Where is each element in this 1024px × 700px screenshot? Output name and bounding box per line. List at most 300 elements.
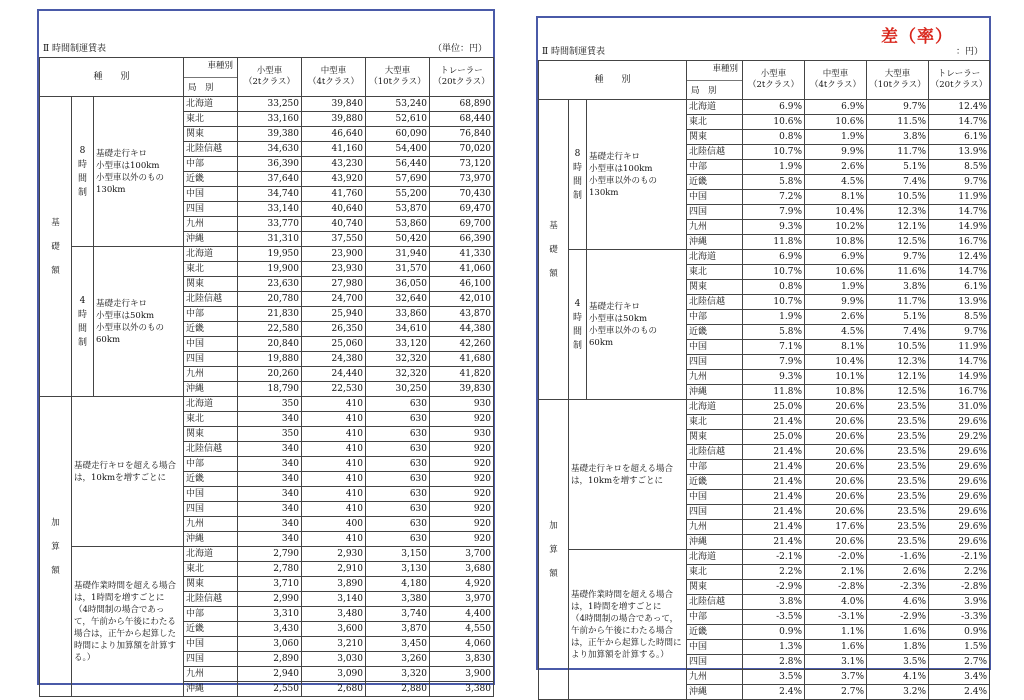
value-cell: 3,130	[366, 562, 430, 577]
value-cell: 6.9%	[743, 250, 805, 265]
value-cell: 2.6%	[805, 160, 867, 175]
region-cell: 関東	[687, 580, 743, 595]
value-cell: 34,610	[366, 322, 430, 337]
value-cell: 20,260	[238, 367, 302, 382]
condition-description: 基礎走行キロ 小型車は50km 小型車以外のもの 60km	[587, 250, 687, 400]
value-cell: 14.7%	[929, 205, 990, 220]
kind-header: 種 別	[539, 61, 687, 100]
value-cell: 70,430	[430, 187, 494, 202]
value-cell: 11.5%	[867, 115, 929, 130]
region-cell: 沖縄	[184, 232, 238, 247]
value-cell: 6.9%	[805, 100, 867, 115]
value-cell: 53,870	[366, 202, 430, 217]
value-cell: 410	[302, 397, 366, 412]
value-cell: 34,630	[238, 142, 302, 157]
condition-description: 基礎走行キロを超える場合は，10kmを増すごとに	[569, 400, 687, 550]
value-cell: 9.9%	[805, 295, 867, 310]
value-cell: 66,390	[430, 232, 494, 247]
value-cell: 1.6%	[805, 640, 867, 655]
vehicle-type-region-header	[184, 58, 238, 97]
group-label: 基 礎 額	[40, 97, 72, 397]
region-cell: 関東	[184, 277, 238, 292]
value-cell: 69,470	[430, 202, 494, 217]
value-cell: 19,950	[238, 247, 302, 262]
value-cell: 70,020	[430, 142, 494, 157]
value-cell: 630	[366, 532, 430, 547]
region-cell: 北陸信越	[687, 145, 743, 160]
value-cell: 23.5%	[867, 475, 929, 490]
value-cell: 11.7%	[867, 145, 929, 160]
value-cell: 7.1%	[743, 340, 805, 355]
region-cell: 中国	[184, 337, 238, 352]
value-cell: 7.2%	[743, 190, 805, 205]
value-cell: 350	[238, 397, 302, 412]
region-cell: 中国	[687, 340, 743, 355]
value-cell: 24,440	[302, 367, 366, 382]
value-cell: 39,830	[430, 382, 494, 397]
value-cell: 4,920	[430, 577, 494, 592]
value-cell: 0.8%	[743, 280, 805, 295]
region-cell: 四国	[687, 355, 743, 370]
value-cell: 920	[430, 487, 494, 502]
value-cell: 41,820	[430, 367, 494, 382]
region-cell: 近畿	[687, 625, 743, 640]
value-cell: 41,060	[430, 262, 494, 277]
value-cell: 25,060	[302, 337, 366, 352]
value-cell: 3.8%	[743, 595, 805, 610]
value-cell: 3.2%	[867, 685, 929, 700]
value-cell: 2,780	[238, 562, 302, 577]
left-fare-table	[39, 57, 494, 697]
value-cell: 23,630	[238, 277, 302, 292]
right-unit-label: ：円）	[955, 47, 983, 57]
value-cell: 2,680	[302, 682, 366, 697]
value-cell: 4,550	[430, 622, 494, 637]
value-cell: 22,530	[302, 382, 366, 397]
region-cell: 四国	[687, 505, 743, 520]
value-cell: 3,900	[430, 667, 494, 682]
region-cell: 東北	[184, 412, 238, 427]
vehicle-type-label: 車種別	[207, 61, 233, 71]
value-cell: 5.1%	[867, 160, 929, 175]
value-cell: 10.6%	[805, 115, 867, 130]
value-cell: 23.5%	[867, 400, 929, 415]
value-cell: 12.5%	[867, 385, 929, 400]
value-cell: 340	[238, 532, 302, 547]
region-cell: 東北	[687, 415, 743, 430]
value-cell: 14.9%	[929, 220, 990, 235]
value-cell: 21.4%	[743, 445, 805, 460]
value-cell: 2,790	[238, 547, 302, 562]
value-cell: 21.4%	[743, 505, 805, 520]
value-cell: 20,840	[238, 337, 302, 352]
region-cell: 近畿	[184, 172, 238, 187]
table-row	[539, 100, 990, 115]
table-row	[539, 250, 990, 265]
condition-description: 基礎作業時間を超える場合は，1時間を増すごとに （4時間制の場合であって，午前から午後にわたる場合は，正午から起算した時間により加算額を計算する。）	[569, 550, 687, 700]
value-cell: 29.6%	[929, 475, 990, 490]
value-cell: 10.4%	[805, 355, 867, 370]
region-cell: 近畿	[687, 325, 743, 340]
value-cell: 3.1%	[805, 655, 867, 670]
value-cell: 42,010	[430, 292, 494, 307]
table-header-row	[40, 58, 494, 97]
value-cell: 4.5%	[805, 325, 867, 340]
value-cell: 29.6%	[929, 445, 990, 460]
value-cell: 32,320	[366, 352, 430, 367]
value-cell: 41,330	[430, 247, 494, 262]
value-cell: -2.9%	[743, 580, 805, 595]
value-cell: 73,120	[430, 157, 494, 172]
region-cell: 北海道	[687, 250, 743, 265]
condition-description: 基礎作業時間を超える場合は，1時間を増すごとに （4時間制の場合であって，午前から午後にわたる場合は，正午から起算した時間により加算額を計算する。）	[72, 547, 184, 697]
value-cell: 410	[302, 487, 366, 502]
value-cell: 2,990	[238, 592, 302, 607]
region-cell: 北海道	[687, 100, 743, 115]
value-cell: 8.1%	[805, 190, 867, 205]
value-cell: 1.9%	[805, 130, 867, 145]
region-cell: 中部	[184, 307, 238, 322]
value-cell: 39,840	[302, 97, 366, 112]
value-cell: 3.5%	[743, 670, 805, 685]
value-cell: 20.6%	[805, 490, 867, 505]
value-cell: 0.9%	[743, 625, 805, 640]
value-cell: -2.9%	[867, 610, 929, 625]
region-cell: 東北	[184, 262, 238, 277]
value-cell: 410	[302, 532, 366, 547]
diff-rate-label: 差（率）	[881, 27, 953, 47]
value-cell: 5.8%	[743, 175, 805, 190]
value-cell: 340	[238, 517, 302, 532]
value-cell: 410	[302, 502, 366, 517]
group-label: 加 算 額	[40, 397, 72, 697]
vehicle-class-header: 小型車 （2tクラス）	[238, 58, 302, 97]
value-cell: 2,890	[238, 652, 302, 667]
value-cell: 630	[366, 487, 430, 502]
value-cell: 50,420	[366, 232, 430, 247]
value-cell: 340	[238, 472, 302, 487]
value-cell: 1.9%	[805, 280, 867, 295]
value-cell: 3,700	[430, 547, 494, 562]
value-cell: 23.5%	[867, 445, 929, 460]
value-cell: 2.6%	[867, 565, 929, 580]
value-cell: 630	[366, 457, 430, 472]
region-cell: 北海道	[184, 397, 238, 412]
value-cell: 43,230	[302, 157, 366, 172]
value-cell: 1.8%	[867, 640, 929, 655]
value-cell: 27,980	[302, 277, 366, 292]
value-cell: 3,710	[238, 577, 302, 592]
value-cell: 3,090	[302, 667, 366, 682]
value-cell: 630	[366, 427, 430, 442]
region-cell: 東北	[687, 115, 743, 130]
value-cell: 23.5%	[867, 535, 929, 550]
value-cell: 43,920	[302, 172, 366, 187]
region-cell: 近畿	[687, 475, 743, 490]
value-cell: 630	[366, 517, 430, 532]
value-cell: 11.7%	[867, 295, 929, 310]
value-cell: 3,970	[430, 592, 494, 607]
value-cell: 16.7%	[929, 385, 990, 400]
region-cell: 北海道	[687, 550, 743, 565]
value-cell: 20.6%	[805, 400, 867, 415]
value-cell: -2.1%	[743, 550, 805, 565]
value-cell: 14.7%	[929, 115, 990, 130]
value-cell: 29.6%	[929, 415, 990, 430]
value-cell: 31,940	[366, 247, 430, 262]
region-cell: 北海道	[184, 97, 238, 112]
left-unit-label: （単位：円）	[432, 44, 487, 54]
value-cell: 29.6%	[929, 490, 990, 505]
value-cell: 21.4%	[743, 520, 805, 535]
region-cell: 九州	[184, 517, 238, 532]
value-cell: 2,910	[302, 562, 366, 577]
kind-header: 種 別	[40, 58, 184, 97]
value-cell: 23.5%	[867, 460, 929, 475]
region-cell: 沖縄	[184, 382, 238, 397]
value-cell: 20.6%	[805, 415, 867, 430]
value-cell: 43,870	[430, 307, 494, 322]
value-cell: 3,150	[366, 547, 430, 562]
value-cell: 4.6%	[867, 595, 929, 610]
value-cell: 20.6%	[805, 535, 867, 550]
value-cell: -3.1%	[805, 610, 867, 625]
value-cell: 340	[238, 487, 302, 502]
table-row	[40, 547, 494, 562]
value-cell: 3,380	[366, 592, 430, 607]
value-cell: 1.1%	[805, 625, 867, 640]
value-cell: 31,570	[366, 262, 430, 277]
region-cell: 九州	[184, 667, 238, 682]
value-cell: 920	[430, 457, 494, 472]
value-cell: 10.6%	[743, 115, 805, 130]
value-cell: 6.1%	[929, 280, 990, 295]
value-cell: 1.9%	[743, 310, 805, 325]
value-cell: -2.3%	[867, 580, 929, 595]
region-cell: 中国	[184, 187, 238, 202]
region-cell: 四国	[184, 502, 238, 517]
value-cell: 630	[366, 412, 430, 427]
value-cell: 4,400	[430, 607, 494, 622]
value-cell: 4.0%	[805, 595, 867, 610]
value-cell: 40,740	[302, 217, 366, 232]
region-cell: 北海道	[184, 247, 238, 262]
value-cell: 33,120	[366, 337, 430, 352]
region-cell: 東北	[687, 265, 743, 280]
value-cell: 32,320	[366, 367, 430, 382]
value-cell: 10.1%	[805, 370, 867, 385]
value-cell: 920	[430, 442, 494, 457]
value-cell: 39,380	[238, 127, 302, 142]
value-cell: 9.7%	[867, 250, 929, 265]
value-cell: 9.7%	[929, 325, 990, 340]
condition-description: 基礎走行キロ 小型車は100km 小型車以外のもの 130km	[587, 100, 687, 250]
table-row	[40, 247, 494, 262]
left-table-title: Ⅱ 時間制運賃表	[43, 44, 106, 54]
value-cell: 21.4%	[743, 460, 805, 475]
value-cell: 4.5%	[805, 175, 867, 190]
hour-system-label: 4 時 間 制	[72, 247, 94, 397]
value-cell: 36,050	[366, 277, 430, 292]
right-diff-table	[538, 60, 990, 700]
region-cell: 中国	[184, 487, 238, 502]
value-cell: 25.0%	[743, 400, 805, 415]
region-cell: 中部	[184, 457, 238, 472]
value-cell: 23,930	[302, 262, 366, 277]
value-cell: 10.7%	[743, 145, 805, 160]
region-cell: 九州	[687, 670, 743, 685]
value-cell: 18,790	[238, 382, 302, 397]
region-cell: 北陸信越	[184, 442, 238, 457]
value-cell: 6.9%	[805, 250, 867, 265]
value-cell: 22,580	[238, 322, 302, 337]
value-cell: 410	[302, 472, 366, 487]
region-cell: 四国	[687, 655, 743, 670]
value-cell: 2.7%	[805, 685, 867, 700]
value-cell: 340	[238, 442, 302, 457]
value-cell: 2,940	[238, 667, 302, 682]
value-cell: 3,480	[302, 607, 366, 622]
value-cell: 24,700	[302, 292, 366, 307]
value-cell: 12.4%	[929, 100, 990, 115]
value-cell: 12.3%	[867, 355, 929, 370]
value-cell: 10.7%	[743, 295, 805, 310]
region-cell: 東北	[184, 112, 238, 127]
condition-description: 基礎走行キロ 小型車は50km 小型車以外のもの 60km	[94, 247, 184, 397]
region-cell: 沖縄	[687, 235, 743, 250]
region-cell: 関東	[687, 430, 743, 445]
vehicle-class-header: 中型車 （4tクラス）	[302, 58, 366, 97]
value-cell: 630	[366, 472, 430, 487]
value-cell: 16.7%	[929, 235, 990, 250]
value-cell: -2.0%	[805, 550, 867, 565]
value-cell: 10.5%	[867, 340, 929, 355]
value-cell: 340	[238, 502, 302, 517]
value-cell: 9.3%	[743, 370, 805, 385]
region-cell: 沖縄	[687, 535, 743, 550]
vehicle-class-header: 大型車 （10tクラス）	[366, 58, 430, 97]
value-cell: 1.6%	[867, 625, 929, 640]
value-cell: 2,930	[302, 547, 366, 562]
value-cell: 4,060	[430, 637, 494, 652]
value-cell: 29.6%	[929, 460, 990, 475]
value-cell: 53,240	[366, 97, 430, 112]
value-cell: 410	[302, 427, 366, 442]
region-cell: 東北	[184, 562, 238, 577]
value-cell: 930	[430, 427, 494, 442]
value-cell: 21.4%	[743, 535, 805, 550]
value-cell: 23.5%	[867, 490, 929, 505]
region-cell: 中部	[687, 160, 743, 175]
value-cell: 25,940	[302, 307, 366, 322]
value-cell: 3,450	[366, 637, 430, 652]
region-cell: 中国	[687, 190, 743, 205]
vehicle-class-header: 大型車 （10tクラス）	[867, 61, 929, 100]
value-cell: 8.5%	[929, 310, 990, 325]
region-cell: 北海道	[687, 400, 743, 415]
value-cell: 10.6%	[805, 265, 867, 280]
value-cell: 21.4%	[743, 490, 805, 505]
value-cell: 20.6%	[805, 505, 867, 520]
value-cell: 2.8%	[743, 655, 805, 670]
value-cell: 3,830	[430, 652, 494, 667]
value-cell: 10.4%	[805, 205, 867, 220]
value-cell: 0.8%	[743, 130, 805, 145]
value-cell: 32,640	[366, 292, 430, 307]
value-cell: 41,680	[430, 352, 494, 367]
region-cell: 中部	[184, 607, 238, 622]
value-cell: 20.6%	[805, 460, 867, 475]
region-cell: 沖縄	[687, 685, 743, 700]
value-cell: 29.2%	[929, 430, 990, 445]
value-cell: 36,390	[238, 157, 302, 172]
value-cell: 20.6%	[805, 430, 867, 445]
value-cell: 9.3%	[743, 220, 805, 235]
value-cell: 13.9%	[929, 295, 990, 310]
region-cell: 北陸信越	[184, 292, 238, 307]
vehicle-class-header: トレーラー （20tクラス）	[929, 61, 990, 100]
value-cell: 340	[238, 412, 302, 427]
value-cell: 14.7%	[929, 265, 990, 280]
value-cell: 9.7%	[867, 100, 929, 115]
value-cell: 4,180	[366, 577, 430, 592]
region-cell: 四国	[184, 202, 238, 217]
region-cell: 九州	[184, 217, 238, 232]
region-cell: 関東	[184, 577, 238, 592]
value-cell: -1.6%	[867, 550, 929, 565]
value-cell: 17.6%	[805, 520, 867, 535]
value-cell: 29.6%	[929, 535, 990, 550]
value-cell: 7.4%	[867, 325, 929, 340]
value-cell: 1.9%	[743, 160, 805, 175]
value-cell: 410	[302, 442, 366, 457]
region-cell: 中国	[687, 640, 743, 655]
value-cell: 8.1%	[805, 340, 867, 355]
hour-system-label: 8 時 間 制	[72, 97, 94, 247]
value-cell: 40,640	[302, 202, 366, 217]
value-cell: 4.1%	[867, 670, 929, 685]
value-cell: 14.7%	[929, 355, 990, 370]
value-cell: 3,060	[238, 637, 302, 652]
value-cell: 2.4%	[929, 685, 990, 700]
value-cell: 14.9%	[929, 370, 990, 385]
value-cell: 23.5%	[867, 430, 929, 445]
region-cell: 四国	[184, 652, 238, 667]
value-cell: 3,210	[302, 637, 366, 652]
value-cell: 3.4%	[929, 670, 990, 685]
value-cell: 3,430	[238, 622, 302, 637]
value-cell: 1.3%	[743, 640, 805, 655]
value-cell: 3.5%	[867, 655, 929, 670]
value-cell: 11.6%	[867, 265, 929, 280]
value-cell: 2.7%	[929, 655, 990, 670]
value-cell: 6.9%	[743, 100, 805, 115]
condition-description: 基礎走行キロ 小型車は100km 小型車以外のもの 130km	[94, 97, 184, 247]
value-cell: 5.8%	[743, 325, 805, 340]
value-cell: 33,250	[238, 97, 302, 112]
value-cell: 3.9%	[929, 595, 990, 610]
region-cell: 九州	[687, 370, 743, 385]
value-cell: 26,350	[302, 322, 366, 337]
value-cell: 23.5%	[867, 505, 929, 520]
value-cell: 350	[238, 427, 302, 442]
region-cell: 東北	[687, 565, 743, 580]
value-cell: 10.7%	[743, 265, 805, 280]
region-cell: 近畿	[184, 322, 238, 337]
value-cell: 76,840	[430, 127, 494, 142]
value-cell: 33,140	[238, 202, 302, 217]
right-table-title: Ⅱ 時間制運賃表	[542, 47, 605, 57]
